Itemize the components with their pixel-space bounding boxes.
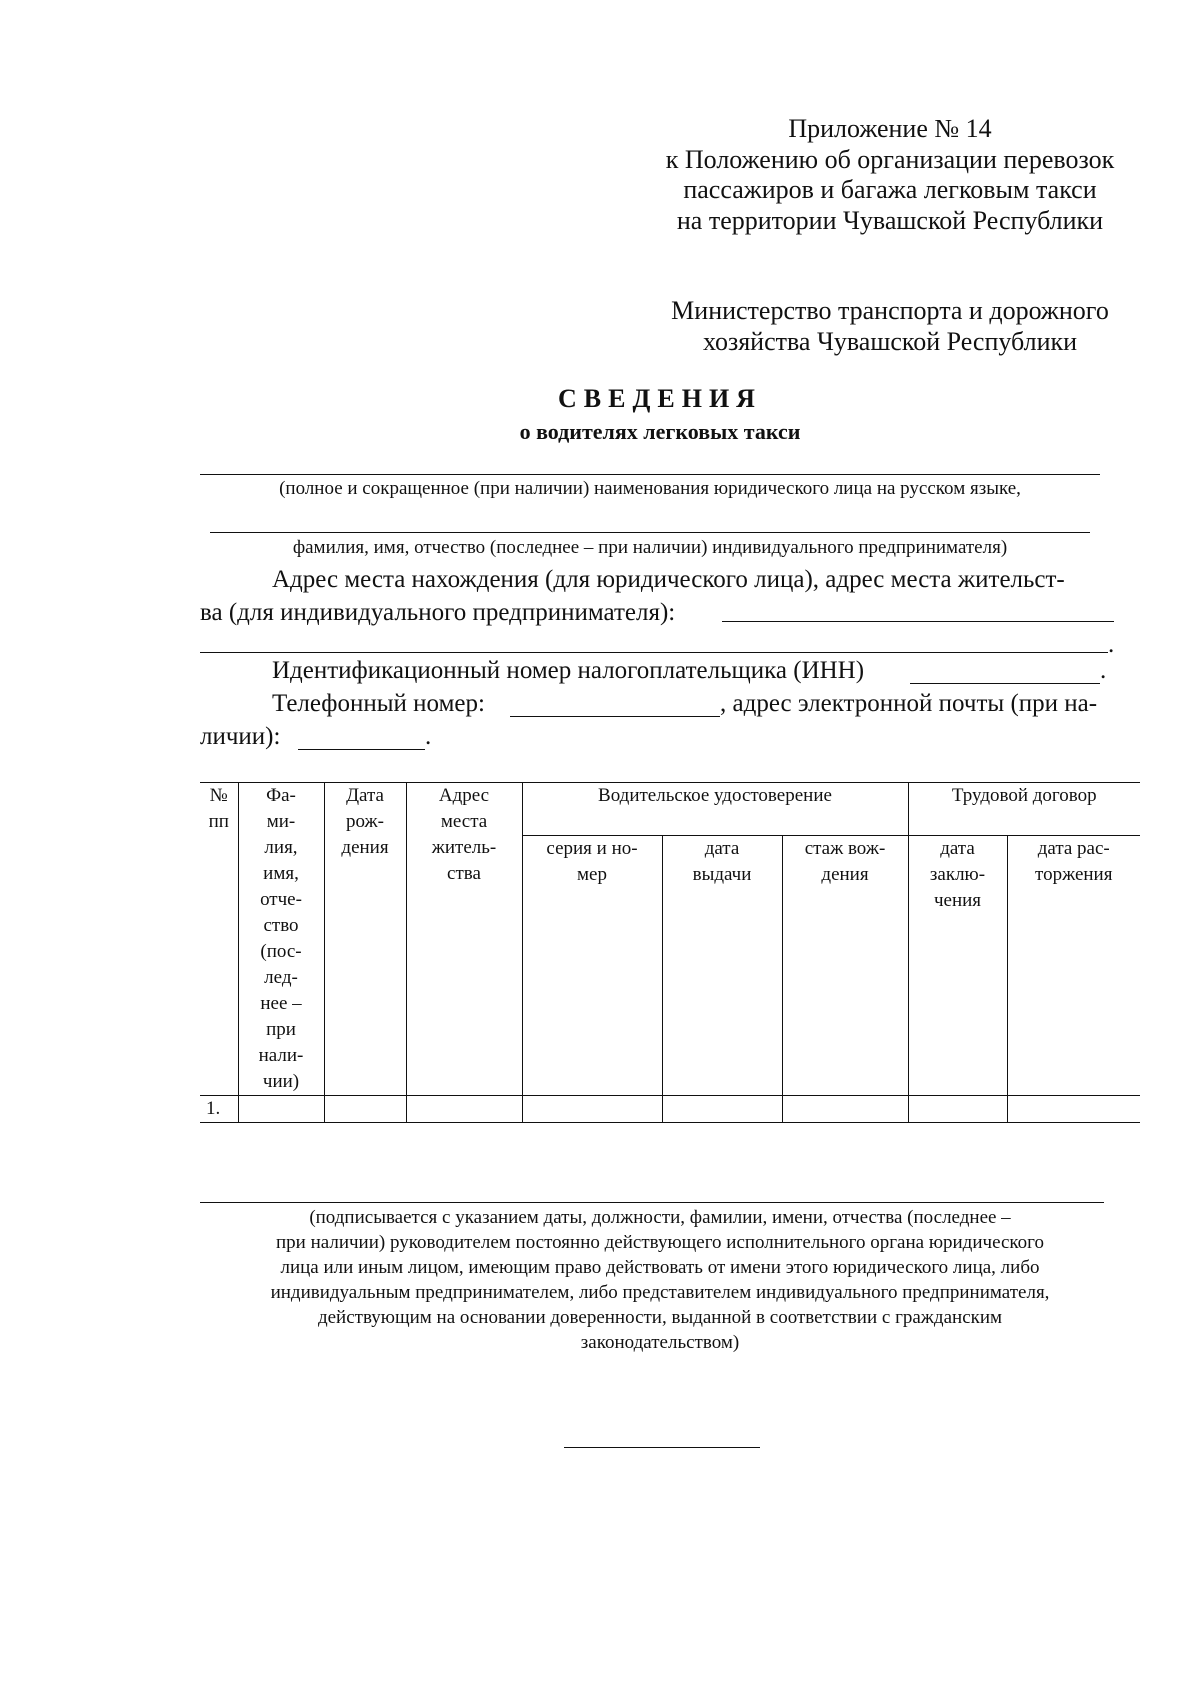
address-label: Адрес места нахождения (для юридического лица), адрес места жительст-: [272, 566, 1065, 593]
address-label-cont: ва (для индивидуального предпринимателя):: [200, 599, 676, 626]
address-trail: .: [1108, 631, 1115, 658]
phone-field[interactable]: [510, 716, 720, 717]
org-name-line[interactable]: [200, 474, 1100, 475]
closing-rule: [564, 1447, 760, 1448]
signature-line[interactable]: [200, 1202, 1104, 1203]
phone-label: Телефонный номер:: [272, 690, 485, 717]
org-name-line-2[interactable]: [210, 532, 1090, 533]
col-header-name: Фа- ми- лия, имя, отче- ство (пос- лед- нее – при нали- чии): [238, 783, 324, 1096]
col-header-birth-date: Дата рож- дения: [324, 783, 406, 1096]
signature-caption-line: (подписывается с указанием даты, должности, фамилии, имени, отчества (последнее –: [309, 1207, 1011, 1228]
col-header-num: № пп: [200, 783, 238, 1096]
document-title: СВЕДЕНИЯ: [558, 384, 762, 413]
signature-caption-line: индивидуальным предпринимателем, либо представителем индивидуального предпринимателя,: [270, 1282, 1050, 1303]
appendix-line: пассажиров и багажа легковым такси: [683, 175, 1097, 204]
col-header-license: Водительское удостоверение: [522, 783, 908, 836]
signature-caption: [180, 1205, 1140, 1355]
email-label-cont: личии):: [200, 723, 281, 750]
cell-contract-end[interactable]: [1007, 1096, 1140, 1123]
appendix-number: Приложение № 14: [788, 114, 992, 143]
email-field[interactable]: [298, 749, 425, 750]
appendix-reference: [600, 114, 1180, 236]
cell-name[interactable]: [238, 1096, 324, 1123]
cell-license-series[interactable]: [522, 1096, 662, 1123]
inn-trail: .: [1100, 657, 1107, 684]
drivers-table: [200, 782, 1140, 1123]
email-label: , адрес электронной почты (при на-: [720, 690, 1098, 717]
cell-birth-date[interactable]: [324, 1096, 406, 1123]
document-subtitle: о водителях легковых такси: [519, 419, 801, 444]
ministry-addressee: [600, 296, 1180, 357]
col-header-contract: Трудовой договор: [908, 783, 1140, 836]
signature-caption-line: при наличии) руководителем постоянно действующего исполнительного органа юридического: [276, 1232, 1044, 1253]
inn-label: Идентификационный номер налогоплательщика (ИНН): [272, 657, 865, 684]
col-header-contract-start: дата заклю- чения: [908, 835, 1007, 1096]
table-row: [200, 1096, 1140, 1123]
col-header-contract-end: дата рас- торжения: [1007, 835, 1140, 1096]
signature-caption-line: действующим на основании доверенности, выданной в соответствии с гражданским: [317, 1307, 1003, 1328]
appendix-line: на территории Чувашской Республики: [676, 205, 1104, 235]
cell-driving-experience[interactable]: [782, 1096, 908, 1123]
org-name-caption: (полное и сокращенное (при наличии) наименования юридического лица на русском языке,: [279, 478, 1021, 499]
address-field[interactable]: [722, 621, 1114, 622]
email-trail: .: [425, 723, 432, 750]
signature-caption-line: законодательством): [580, 1332, 740, 1353]
signature-caption-line: лица или иным лицом, имеющим право действовать от имени этого юридического лица, либо: [280, 1257, 1040, 1278]
ip-name-caption: фамилия, имя, отчество (последнее – при наличии) индивидуального предпринимателя): [292, 537, 1008, 558]
address-field-line-2[interactable]: [200, 652, 1108, 653]
col-header-driving-experience: стаж вож- дения: [782, 835, 908, 1096]
ministry-line: Министерство транспорта и дорожного: [671, 296, 1109, 325]
col-header-license-date: дата выдачи: [662, 835, 782, 1096]
cell-contract-start[interactable]: [908, 1096, 1007, 1123]
col-header-address: Адрес места житель- ства: [406, 783, 522, 1096]
cell-address[interactable]: [406, 1096, 522, 1123]
col-header-license-series: серия и но- мер: [522, 835, 662, 1096]
appendix-line: к Положению об организации перевозок: [665, 144, 1115, 174]
ministry-line: хозяйства Чувашской Республики: [702, 326, 1078, 356]
inn-field[interactable]: [910, 683, 1100, 684]
cell-license-date[interactable]: [662, 1096, 782, 1123]
row-number: 1.: [200, 1096, 238, 1123]
